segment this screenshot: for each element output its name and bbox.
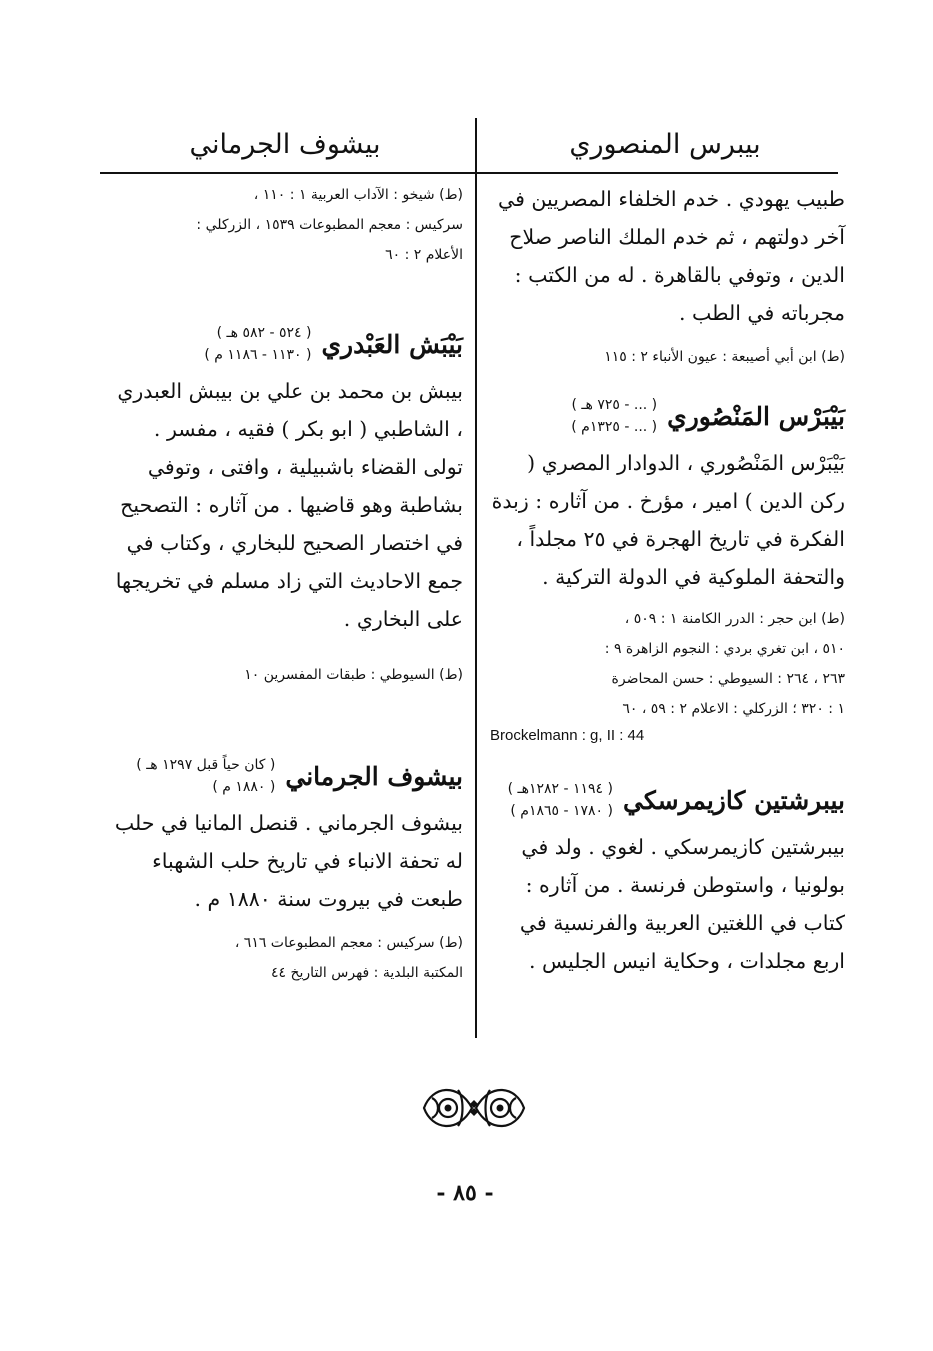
entry-references [108,928,463,988]
reference-line: الأعلام ٢ : ٦٠ [385,247,463,263]
entry-text: بيشوف الجرماني . قنصل المانيا في حلب له تحفة الانباء في تاريخ حلب الشهباء طبعت في بيروت سنة ١٨٨٠ م . [114,811,463,911]
right-running-head: بيبرس المنصوري [569,129,761,160]
entry-reference: (ط) السيوطي : طبقات المفسرين ١٠ [244,667,463,683]
date-gregorian: ( ١٨٨٠ م ) [212,779,276,795]
entry-heading-baybars [490,394,845,438]
reference-line: سركيس : معجم المطبوعات ١٥٣٩ ، الزركلي : [196,217,463,233]
reference-line: ٥١٠ ، ابن تغري بردي : النجوم الزاهرة ٩ : [604,641,845,657]
continued-entry-references [108,180,463,270]
entry-heading-biberstein [490,778,845,822]
date-hijri: ( ١١٩٤ - ١٢٨٢هـ ) [507,781,613,797]
date-hijri: ( كان حياً قبل ١٢٩٧ هـ ) [136,757,276,773]
continued-entry-reference: (ط) ابن أبي أصيبعة : عيون الأنباء ٢ : ١١٥ [604,349,845,365]
entry-heading-baybash [108,322,463,366]
reference-latin: Brockelmann : g, II : 44 [490,727,645,744]
reference-line: ٢٦٣ ، ٢٦٤ : السيوطي : حسن المحاضرة [611,671,845,687]
header-rule [100,172,838,174]
left-column [108,180,463,988]
entry-name: بيشوف الجرماني [285,761,463,791]
decorative-ornament-icon [418,1076,530,1140]
entry-name: بَيْبَرْس المَنْصُوري [667,401,845,431]
entry-name: بَيْبَش العَبْدري [321,329,463,359]
reference-line: (ط) سركيس : معجم المطبوعات ٦١٦ ، [234,935,463,951]
entry-dates [136,754,275,798]
reference-line: المكتبة البلدية : فهرس التاريخ ٤٤ [270,965,463,981]
left-running-head: بيشوف الجرماني [189,129,381,160]
continued-entry-text: طبيب يهودي . خدم الخلفاء المصريين في آخر دولتهم ، ثم خدم الملك الناصر صلاح الدين ، وتوفي بالقاهرة . له من الكتب : مجرباته في الطب . [498,187,845,325]
entry-references [490,604,845,748]
entry-text: بيبش بن محمد بن علي بن بيبش العبدري ، الشاطبي ( ابو بكر ) فقيه ، مفسر . تولى القضاء باشبيلية ، وافتى ، وتوفي بشاطبة وهو قاضيها . من آثاره : التصحيح في اختصار الصحيح للبخاري ، وكتاب في جمع الاحاديث التي زاد مسلم في تخريجها على البخاري . [115,379,463,631]
right-column [490,180,845,980]
entry-heading-bischoff [108,754,463,798]
entry-text: بَيْبَرْس المَنْصُوري ، الدوادار المصري ( ركن الدين ) امير ، مؤرخ . من آثاره : زبدة الفكرة في تاريخ الهجرة في ٢٥ مجلداً ، والتحفة الملوكية في الدولة التركية . [491,451,845,589]
column-divider [475,118,477,1038]
date-gregorian: ( ١٧٨٠ - ١٨٦٥م ) [510,803,613,819]
entry-text: بيبرشتين كازيمرسكي . لغوي . ولد في بولونيا ، واستوطن فرنسة . من آثاره : كتاب في اللغتين العربية والفرنسية في اربع مجلدات ، وحكاية انيس الجليس . [519,835,845,973]
reference-line: (ط) ابن حجر : الدرر الكامنة ١ : ٥٠٩ ، [624,611,845,627]
date-gregorian: ( ... - ١٣٢٥م ) [571,419,658,435]
reference-line: (ط) شيخو : الآداب العربية ١ : ١١٠ ، [253,187,463,203]
entry-name: بيبرشتين كازيمرسكي [623,785,845,815]
entry-dates [204,322,311,366]
date-hijri: ( ٥٢٤ - ٥٨٢ هـ ) [216,325,312,341]
date-gregorian: ( ١١٣٠ - ١١٨٦ م ) [204,347,312,363]
entry-dates [508,778,613,822]
page-number: - ٨٥ - [436,1180,494,1206]
date-hijri: ( ... - ٧٢٥ هـ ) [571,397,658,413]
entry-dates [571,394,657,438]
reference-line: ١ : ٣٢٠ ؛ الزركلي : الاعلام ٢ : ٥٩ ، ٦٠ [622,701,845,717]
